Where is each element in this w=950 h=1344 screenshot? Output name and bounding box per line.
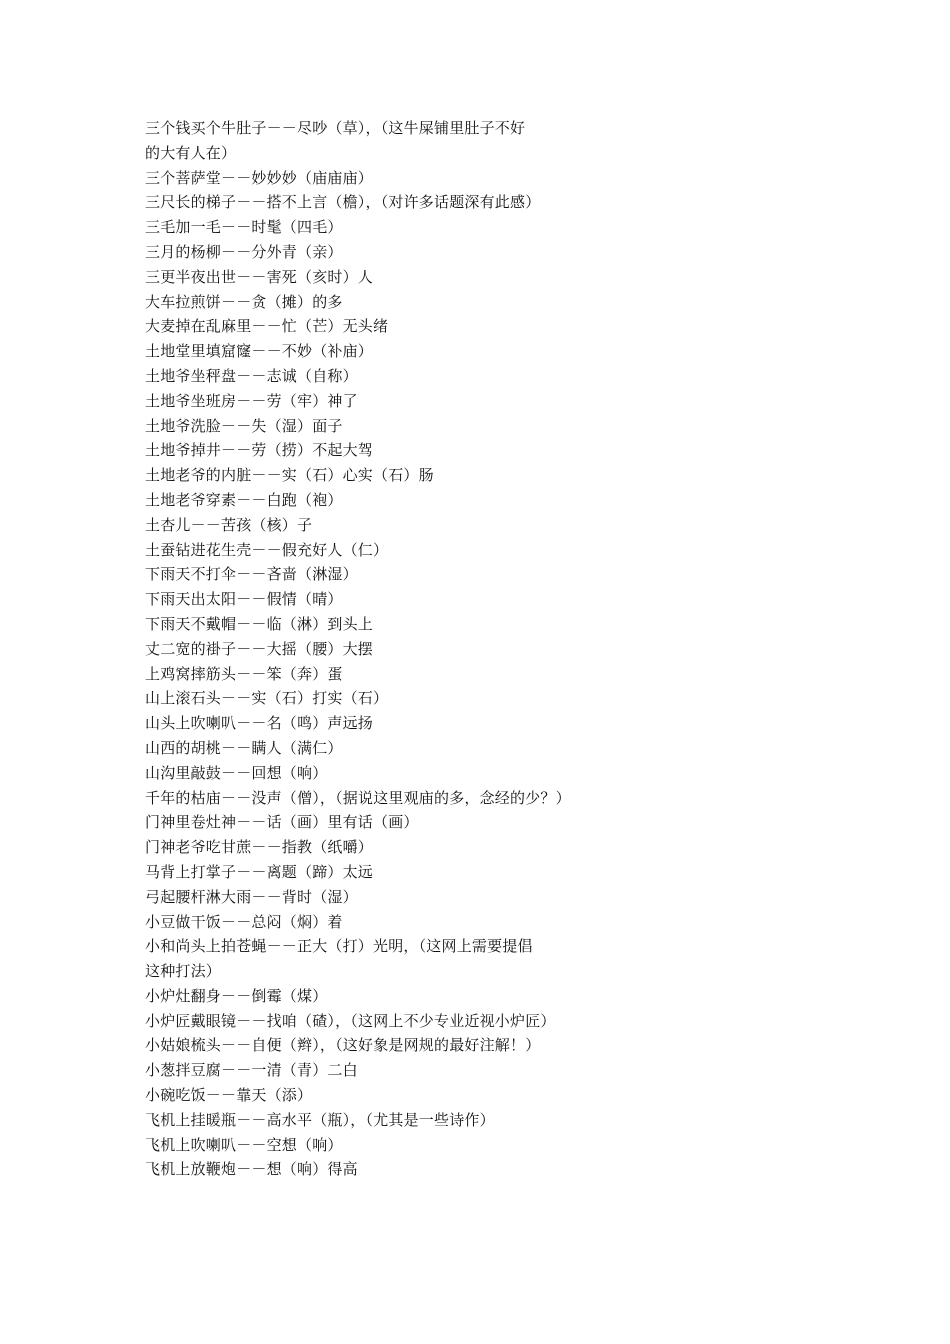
text-line: 土地堂里填窟窿－－不妙（补庙）: [145, 342, 374, 361]
text-line: 三个钱买个牛肚子－－尽吵（草），（这牛屎铺里肚子不好: [145, 119, 526, 137]
text-line: 大车拉煎饼－－贪（摊）的多: [145, 292, 343, 311]
text-line: 小姑娘梳头－－自便（辫），（这好象是网规的最好注解！）: [145, 1036, 541, 1055]
text-line: 飞机上挂暖瓶－－高水平（瓶），（尤其是一些诗作）: [145, 1110, 495, 1129]
text-line: 土地老爷的内脏－－实（石）心实（石）肠: [145, 466, 434, 485]
text-line: 三更半夜出世－－害死（亥时）人: [145, 267, 374, 286]
text-line: 门神里卷灶神－－话（画）里有话（画）: [145, 813, 419, 832]
text-line: 小和尚头上拍苍蝇－－正大（打）光明，（这网上需要提倡: [145, 937, 533, 956]
text-line: 小炉灶翻身－－倒霉（煤）: [145, 986, 328, 1005]
text-line: 山上滚石头－－实（石）打实（石）: [145, 689, 389, 708]
text-line: 土杏儿－－苦孩（核）子: [145, 515, 313, 534]
text-line: 三月的杨柳－－分外青（亲）: [145, 242, 343, 261]
text-line: 三尺长的梯子－－搭不上言（檐），（对许多话题深有此感）: [145, 193, 541, 212]
text-line: 小碗吃饭－－靠天（添）: [145, 1086, 313, 1105]
text-line: 土地爷坐班房－－劳（牢）神了: [145, 391, 358, 410]
document-page: [145, 116, 845, 1182]
text-line: 土蚕钻进花生壳－－假充好人（仁）: [145, 540, 389, 559]
text-line: 千年的枯庙－－没声（僧），（据说这里观庙的多，念经的少？）: [145, 788, 571, 807]
text-line: 马背上打掌子－－离题（蹄）太远: [145, 862, 374, 881]
text-line: 小葱拌豆腐－－一清（青）二白: [145, 1061, 358, 1080]
text-line: 飞机上放鞭炮－－想（响）得高: [145, 1160, 358, 1179]
text-line: 下雨天出太阳－－假情（晴）: [145, 590, 343, 609]
text-line: 山沟里敲鼓－－回想（响）: [145, 763, 328, 782]
text-line: 山西的胡桃－－瞒人（满仁）: [145, 738, 343, 757]
text-line: 飞机上吹喇叭－－空想（响）: [145, 1135, 343, 1154]
text-line: 丈二宽的褂子－－大摇（腰）大摆: [145, 639, 374, 658]
text-line: 下雨天不戴帽－－临（淋）到头上: [145, 614, 374, 633]
text-line: 弓起腰杆淋大雨－－背时（湿）: [145, 887, 358, 906]
text-line: 土地爷洗脸－－失（湿）面子: [145, 416, 343, 435]
text-line: 下雨天不打伞－－吝啬（淋湿）: [145, 565, 358, 584]
text-line: 门神老爷吃甘蔗－－指教（纸嚼）: [145, 838, 374, 857]
text-line: 土地爷掉井－－劳（捞）不起大驾: [145, 441, 374, 460]
text-line: 的大有人在）: [145, 143, 237, 162]
text-line: 这种打法）: [145, 962, 222, 981]
text-line: 三个菩萨堂－－妙妙妙（庙庙庙）: [145, 168, 374, 187]
text-line: 小炉匠戴眼镜－－找咱（碴），（这网上不少专业近视小炉匠）: [145, 1011, 556, 1030]
text-line: 土地老爷穿素－－白跑（袍）: [145, 490, 343, 509]
text-line: 小豆做干饭－－总闷（焖）着: [145, 912, 343, 931]
text-line: 上鸡窝摔筋头－－笨（奔）蛋: [145, 664, 343, 683]
text-line: 大麦掉在乱麻里－－忙（芒）无头绪: [145, 317, 389, 336]
text-line: 三毛加一毛－－时髦（四毛）: [145, 218, 343, 237]
text-line: 土地爷坐秤盘－－志诚（自称）: [145, 366, 358, 385]
text-line: 山头上吹喇叭－－名（鸣）声远扬: [145, 714, 374, 733]
